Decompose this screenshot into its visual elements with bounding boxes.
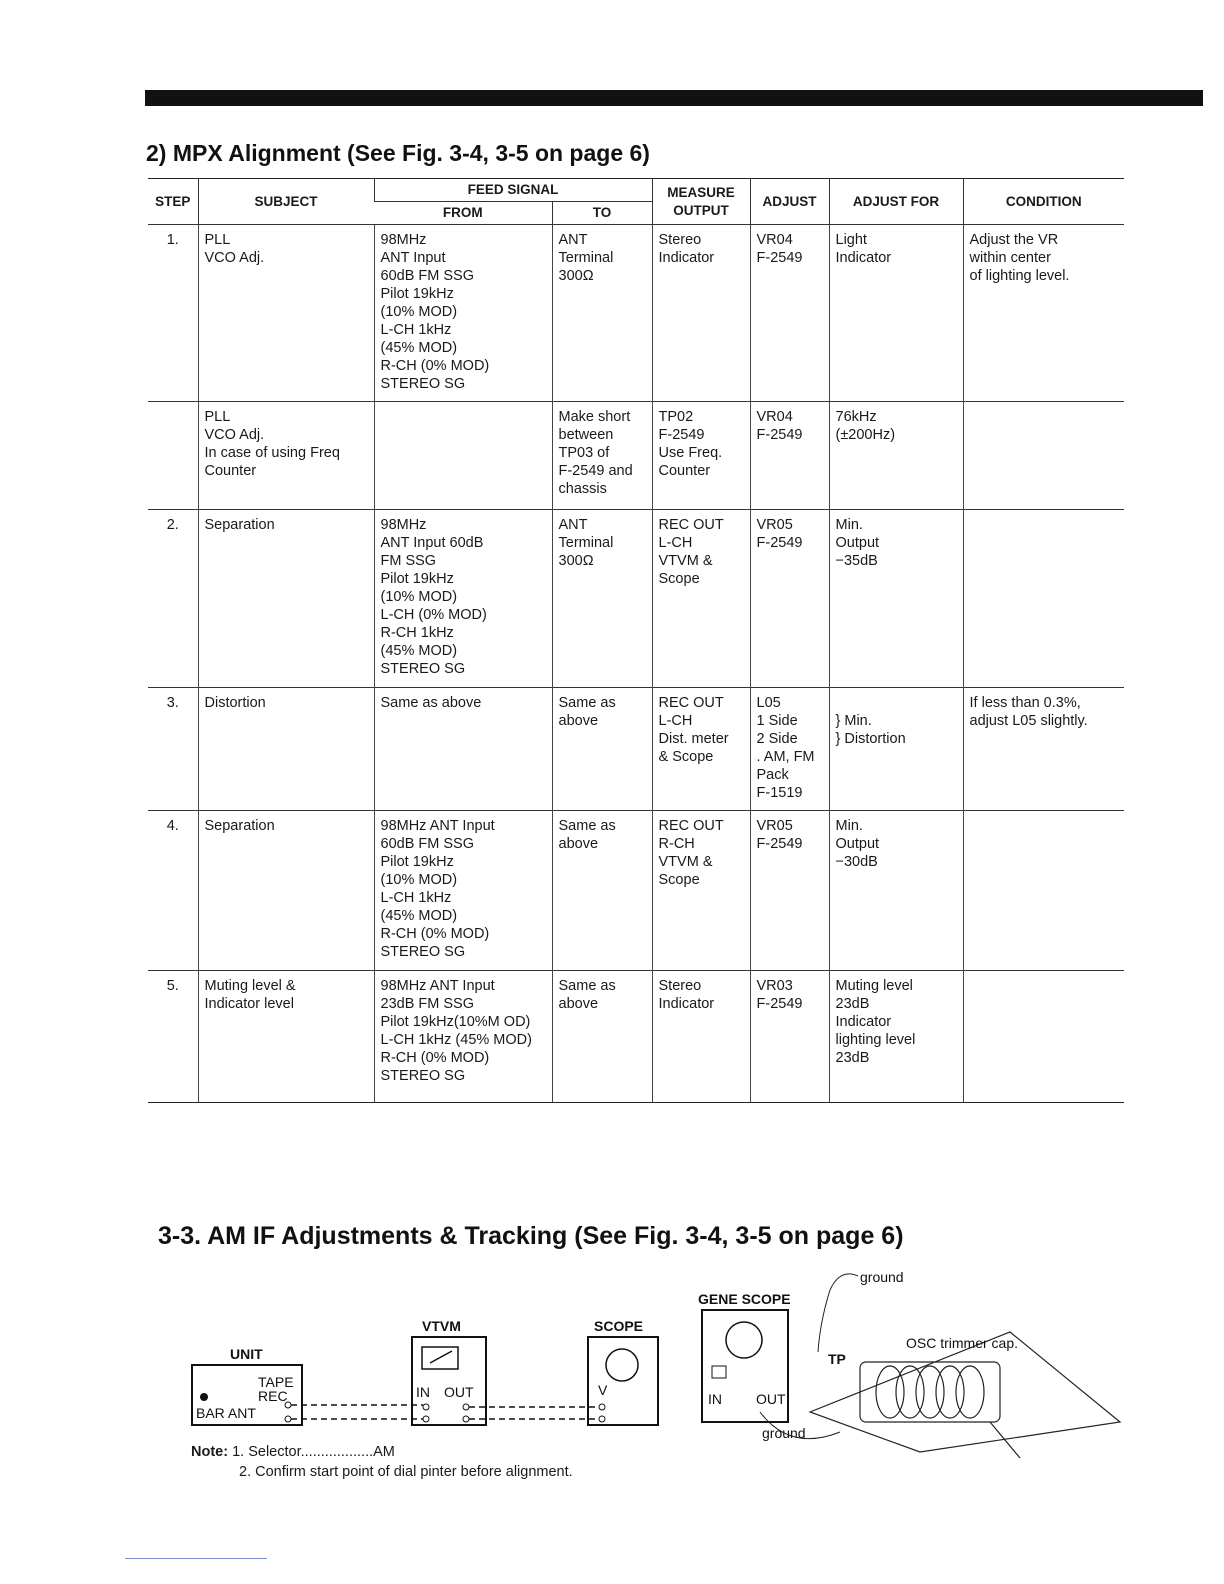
note-label: Note:: [191, 1444, 229, 1460]
table-row: [148, 225, 1124, 402]
cell-subject: Muting level & Indicator level: [198, 971, 374, 1103]
terminal-icon: [423, 1416, 429, 1422]
header-adjust: ADJUST: [750, 179, 829, 225]
terminal-icon: [285, 1402, 291, 1408]
cell-condition: If less than 0.3%, adjust L05 slightly.: [963, 688, 1124, 811]
cell-adjust-for: Light Indicator: [829, 225, 963, 402]
cell-adjust-for: Min. Output −30dB: [829, 811, 963, 971]
meter-icon: [712, 1366, 726, 1378]
note-block: [191, 1442, 573, 1482]
cell-subject: PLL VCO Adj.: [198, 225, 374, 402]
circuit-board: [810, 1332, 1120, 1452]
cell-to: ANT Terminal 300Ω: [552, 225, 652, 402]
cell-condition: Adjust the VR within center of lighting level.: [963, 225, 1124, 402]
coil-pack-icon: [860, 1362, 1020, 1458]
jack-icon: [200, 1393, 208, 1401]
section-title-mpx: 2) MPX Alignment (See Fig. 3-4, 3-5 on page 6): [146, 140, 650, 166]
cell-condition: [963, 510, 1124, 688]
cell-adjust: VR05 F-2549: [750, 811, 829, 971]
cell-step: 3.: [148, 688, 198, 811]
cell-to: Same as above: [552, 971, 652, 1103]
cell-adjust: VR05 F-2549: [750, 510, 829, 688]
terminal-icon: [463, 1416, 469, 1422]
osc-trimmer-label: OSC trimmer cap.: [906, 1335, 1019, 1351]
cell-from: 98MHz ANT Input 60dB FM SSG Pilot 19kHz (10% MOD) L-CH 1kHz (45% MOD) R-CH (0% MOD) STEREO SG: [374, 811, 552, 971]
table-row: [148, 971, 1124, 1103]
table-row: [148, 510, 1124, 688]
section-title-am-if: 3-3. AM IF Adjustments & Tracking (See Fig. 3-4, 3-5 on page 6): [158, 1222, 904, 1250]
cell-measure: REC OUT R-CH VTVM & Scope: [652, 811, 750, 971]
cell-subject: PLL VCO Adj. In case of using Freq Counter: [198, 402, 374, 510]
cell-to: Make short between TP03 of F-2549 and chassis: [552, 402, 652, 510]
cell-step: 1.: [148, 225, 198, 402]
header-step: STEP: [148, 179, 198, 225]
cell-adjust-for: } Min. } Distortion: [829, 688, 963, 811]
cell-to: Same as above: [552, 688, 652, 811]
cable-unit-vtvm: [291, 1405, 423, 1419]
cell-adjust-for: Min. Output −35dB: [829, 510, 963, 688]
cable-vtvm-scope: [469, 1407, 599, 1419]
header-feed-signal: FEED SIGNAL: [374, 179, 652, 202]
header-adjust-for: ADJUST FOR: [829, 179, 963, 225]
header-condition: CONDITION: [963, 179, 1124, 225]
gene-scope-label: GENE SCOPE: [698, 1291, 791, 1307]
ground-top-label: ground: [860, 1269, 904, 1285]
scope-label: SCOPE: [594, 1318, 644, 1334]
footer-rule: [125, 1558, 267, 1559]
cell-to: ANT Terminal 300Ω: [552, 510, 652, 688]
terminal-icon: [599, 1404, 605, 1410]
vtvm-in-label: IN: [416, 1384, 430, 1400]
cell-measure: Stereo Indicator: [652, 971, 750, 1103]
tp-label: TP: [828, 1351, 846, 1367]
cell-from: Same as above: [374, 688, 552, 811]
table-row: [148, 402, 1124, 510]
tape-label: TAPE: [258, 1374, 294, 1390]
terminal-icon: [423, 1404, 429, 1410]
cell-measure: REC OUT L-CH Dist. meter & Scope: [652, 688, 750, 811]
cell-subject: Separation: [198, 811, 374, 971]
cell-measure: TP02 F-2549 Use Freq. Counter: [652, 402, 750, 510]
terminal-icon: [463, 1404, 469, 1410]
cell-adjust-for: 76kHz (±200Hz): [829, 402, 963, 510]
cell-adjust: VR03 F-2549: [750, 971, 829, 1103]
cell-step: 5.: [148, 971, 198, 1103]
table-row: [148, 811, 1124, 971]
cell-to: Same as above: [552, 811, 652, 971]
header-from: FROM: [374, 202, 552, 225]
cell-step: 4.: [148, 811, 198, 971]
cell-from: 98MHz ANT Input 60dB FM SSG Pilot 19kHz (10% MOD) L-CH (0% MOD) R-CH 1kHz (45% MOD) STEREO SG: [374, 510, 552, 688]
header-to: TO: [552, 202, 652, 225]
scope-v-label: V: [598, 1382, 608, 1398]
cell-from: 98MHz ANT Input 60dB FM SSG Pilot 19kHz (10% MOD) L-CH 1kHz (45% MOD) R-CH (0% MOD) STEREO SG: [374, 225, 552, 402]
connection-diagram: [190, 1315, 670, 1435]
cell-subject: Distortion: [198, 688, 374, 811]
note-line-2: 2. Confirm start point of dial pinter before alignment.: [239, 1464, 573, 1480]
ground-bottom-label: ground: [762, 1425, 806, 1441]
cell-adjust: VR04 F-2549: [750, 402, 829, 510]
unit-label: UNIT: [230, 1346, 263, 1362]
cell-from: [374, 402, 552, 510]
bar-ant-label: BAR ANT: [196, 1405, 256, 1421]
cell-condition: [963, 971, 1124, 1103]
terminal-icon: [285, 1416, 291, 1422]
meter-needle-icon: [430, 1351, 452, 1363]
table-row: [148, 688, 1124, 811]
vtvm-label: VTVM: [422, 1318, 461, 1334]
cell-from: 98MHz ANT Input 23dB FM SSG Pilot 19kHz(10%M OD) L-CH 1kHz (45% MOD) R-CH (0% MOD) STEREO SG: [374, 971, 552, 1103]
cell-adjust-for: Muting level 23dB Indicator lighting level 23dB: [829, 971, 963, 1103]
note-line-1: 1. Selector..................AM: [232, 1444, 395, 1460]
cell-condition: [963, 811, 1124, 971]
scope-screen-icon: [726, 1322, 762, 1358]
vtvm-out-label: OUT: [444, 1384, 474, 1400]
cell-condition: [963, 402, 1124, 510]
vtvm-box: [412, 1337, 486, 1425]
cell-measure: REC OUT L-CH VTVM & Scope: [652, 510, 750, 688]
scope-screen-icon: [606, 1349, 638, 1381]
rec-label: REC: [258, 1388, 288, 1404]
gene-out-label: OUT: [756, 1391, 786, 1407]
header-measure-output: MEASURE OUTPUT: [652, 179, 750, 225]
probe-lead: [818, 1274, 858, 1352]
header-subject: SUBJECT: [198, 179, 374, 225]
gene-in-label: IN: [708, 1391, 722, 1407]
cell-step: 2.: [148, 510, 198, 688]
terminal-icon: [599, 1416, 605, 1422]
cell-subject: Separation: [198, 510, 374, 688]
board-illustration: [690, 1262, 1130, 1462]
header-rule: [145, 90, 1203, 106]
cell-adjust: L05 1 Side 2 Side . AM, FM Pack F-1519: [750, 688, 829, 811]
mpx-alignment-table: [148, 178, 1124, 1103]
cell-adjust: VR04 F-2549: [750, 225, 829, 402]
cell-step: [148, 402, 198, 510]
cell-measure: Stereo Indicator: [652, 225, 750, 402]
